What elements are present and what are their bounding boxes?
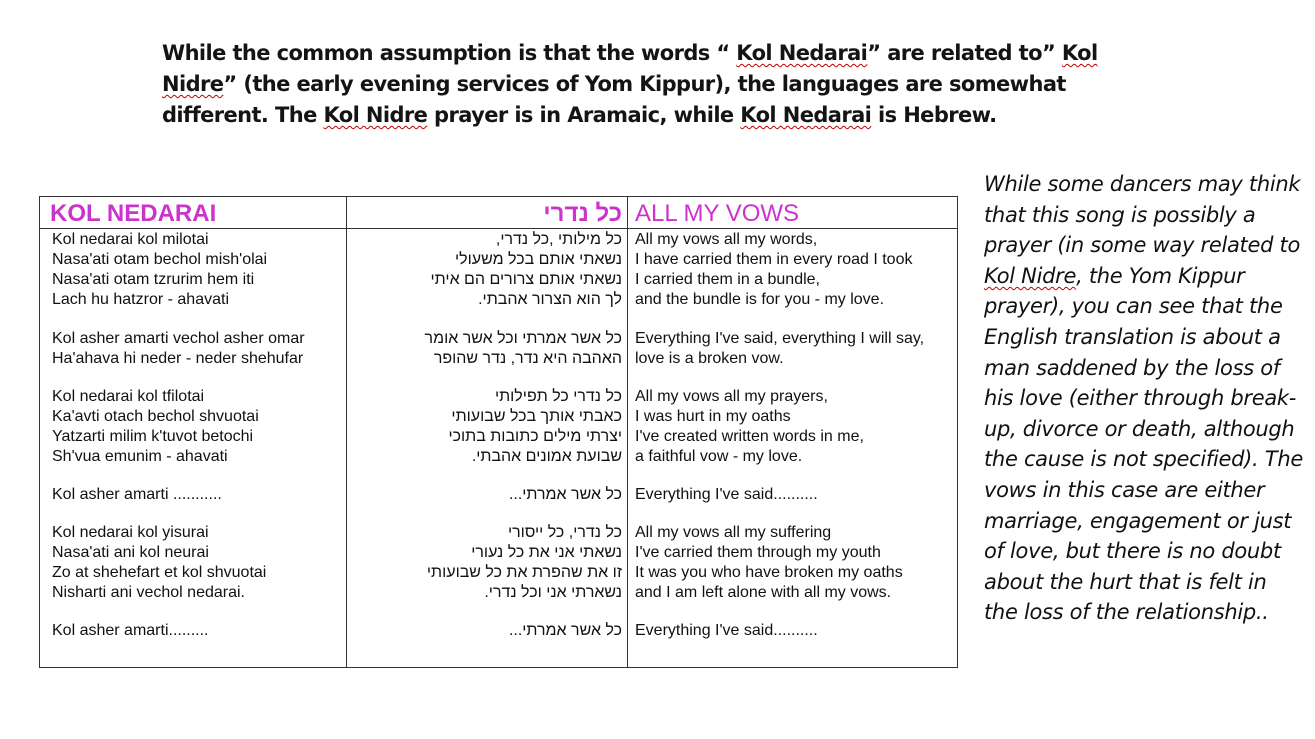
hebrew-line: כל אשר אמרתי... <box>508 486 622 503</box>
english-line: All my vows all my prayers, <box>635 388 828 405</box>
english-column <box>627 197 958 667</box>
english-line: and the bundle is for you - my love. <box>635 291 885 308</box>
english-line: Everything I've said.......... <box>635 486 818 503</box>
transliteration-line: Kol nedarai kol yisurai <box>52 524 209 541</box>
english-line: I carried them in a bundle, <box>635 271 820 288</box>
english-line: I was hurt in my oaths <box>635 408 791 425</box>
hebrew-line: כל מילותי ,כל נדרי, <box>495 231 622 248</box>
transliteration-line: Ha'ahava hi neder - neder shehufar <box>52 350 304 367</box>
hebrew-column <box>346 197 628 667</box>
intro-text: prayer is in Aramaic, while <box>427 103 741 127</box>
transliteration-line: Kol asher amarti......... <box>52 622 209 639</box>
transliteration-stanza <box>52 485 222 505</box>
hebrew-stanza <box>425 329 622 369</box>
side-note <box>984 169 1304 628</box>
english-line: Everything I've said.......... <box>635 622 818 639</box>
intro-text: is Hebrew. <box>871 103 997 127</box>
side-note-text: While some dancers may think that this song is possibly a prayer (in some way related to <box>984 172 1301 258</box>
transliteration-line: Kol asher amarti vechol asher omar <box>52 330 305 347</box>
english-header: ALL MY VOWS <box>635 200 800 227</box>
hebrew-line: שבועת אמונים אהבתי. <box>471 448 622 465</box>
english-line: All my vows all my words, <box>635 231 818 248</box>
transliteration-line: Lach hu hatzror - ahavati <box>52 291 229 308</box>
transliteration-stanza <box>52 621 209 641</box>
english-line: I've carried them through my youth <box>635 544 881 561</box>
header-cell <box>628 197 958 229</box>
header-cell <box>347 197 628 229</box>
transliteration-line: Kol asher amarti ........... <box>52 486 222 503</box>
english-line: Everything I've said, everything I will say, <box>635 330 925 347</box>
hebrew-line: יצרתי מילים כתובות בתוכי <box>448 428 622 445</box>
header-cell <box>40 197 346 229</box>
english-line: I have carried them in every road I took <box>635 251 913 268</box>
hebrew-stanza <box>448 387 622 467</box>
transliteration-stanza <box>52 230 267 310</box>
intro-term: Kol Nedarai <box>736 41 868 65</box>
intro-paragraph <box>162 38 1152 131</box>
english-line: a faithful vow - my love. <box>635 448 803 465</box>
english-stanza <box>635 230 912 310</box>
english-stanza <box>635 387 864 467</box>
hebrew-line: כל נדרי כל תפילותי <box>494 388 622 405</box>
hebrew-line: כל נדרי, כל ייסורי <box>507 524 622 541</box>
transliteration-line: Kol nedarai kol tfilotai <box>52 388 205 405</box>
hebrew-stanza <box>509 485 622 505</box>
intro-text: While the common assumption is that the words “ <box>162 41 737 65</box>
transliteration-line: Nisharti ani vechol nedarai. <box>52 584 245 601</box>
hebrew-line: כל אשר אמרתי וכל אשר אומר <box>424 330 622 347</box>
transliteration-line: Nasa'ati otam bechol mish'olai <box>52 251 268 268</box>
english-line: and I am left alone with all my vows. <box>635 584 892 601</box>
english-line: All my vows all my suffering <box>635 524 832 541</box>
hebrew-line: זו את שהפרת את כל שבועותי <box>426 564 622 581</box>
hebrew-header: כל נדרי <box>543 200 622 227</box>
transliteration-stanza <box>52 329 305 369</box>
intro-term: Kol Nidre <box>323 103 428 127</box>
transliteration-line: Kol nedarai kol milotai <box>52 231 209 248</box>
hebrew-line: כל אשר אמרתי... <box>508 622 622 639</box>
transliteration-line: Yatzarti milim k'tuvot betochi <box>52 428 254 445</box>
transliteration-line: Sh'vua emunim - ahavati <box>52 448 228 465</box>
side-note-text: , the Yom Kippur prayer), you can see that the English translation is about a man saddened by the loss of his love (either through break-up, divorce or death, although the cause is not specified). The vows in this case are either marriage, engagement or just of love, but there is no doubt about the hurt that is felt in the loss of the relationship.. <box>984 263 1303 625</box>
hebrew-line: נשארתי אני וכל נדרי. <box>484 584 622 601</box>
intro-term: Kol Nidre <box>162 41 1098 96</box>
hebrew-line: נשאתי אני את כל נעורי <box>471 544 622 561</box>
english-line: It was you who have broken my oaths <box>635 564 903 581</box>
hebrew-line: לך הוא הצרור אהבתי. <box>478 291 622 308</box>
hebrew-line: נשאתי אותם צרורים הם איתי <box>430 271 622 288</box>
transliteration-line: Nasa'ati ani kol neurai <box>52 544 209 561</box>
transliteration-stanza <box>52 387 259 467</box>
transliteration-column <box>40 197 346 667</box>
hebrew-stanza <box>509 621 622 641</box>
transliteration-header: KOL NEDARAI <box>50 200 217 227</box>
hebrew-line: נשאתי אותם בכל משעולי <box>454 251 622 268</box>
english-line: I've created written words in me, <box>635 428 864 445</box>
intro-term: Kol Nedarai <box>740 103 872 127</box>
transliteration-line: Ka'avti otach bechol shvuotai <box>52 408 259 425</box>
transliteration-stanza <box>52 523 266 603</box>
transliteration-line: Nasa'ati otam tzrurim hem iti <box>52 271 255 288</box>
english-stanza <box>635 621 818 641</box>
lyrics-table <box>39 196 958 668</box>
english-stanza <box>635 329 924 369</box>
hebrew-line: האהבה היא נדר, נדר שהופר <box>433 350 622 367</box>
hebrew-stanza <box>431 230 622 310</box>
side-note-term: Kol Nidre <box>984 263 1077 288</box>
hebrew-stanza <box>427 523 622 603</box>
intro-text: ” (the early evening services of Yom Kippur), the languages are somewhat different. The <box>162 72 1066 127</box>
hebrew-line: כאבתי אותך בכל שבועותי <box>451 408 622 425</box>
english-stanza <box>635 485 818 505</box>
transliteration-line: Zo at shehefart et kol shvuotai <box>52 564 267 581</box>
english-line: love is a broken vow. <box>635 350 784 367</box>
english-stanza <box>635 523 903 603</box>
intro-text: ” are related to” <box>867 41 1062 65</box>
